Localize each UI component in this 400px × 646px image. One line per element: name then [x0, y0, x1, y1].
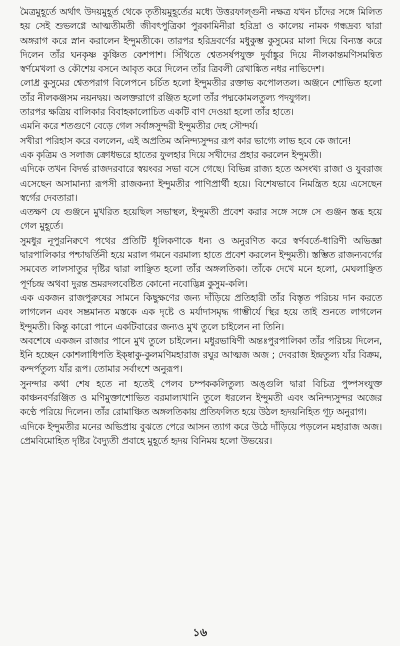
paragraph-4: এমনি করে শতগুণে বেড়ে গেল সর্বাঙ্গসুন্দরী ইন্দুমতীর দেহ সৌন্দর্য।: [20, 121, 258, 133]
paragraph-7: এদিকে তখন বিদর্ভ রাজদরবারে স্বয়ংবর সভা বসে গেছে। বিভিন্ন রাজ্য হতে অসংখ্য রাজা ও যুবরাজ এসেছেন অসামান্যা রূপসী রাজকন্যা ইন্দুমতীর পাণিপ্রার্থী হয়ে। বিশেষভাবে নিমন্ত্রিত হয়ে এসেছেন স্বর্গের দেবতারা।: [20, 164, 382, 204]
paragraph-3: তারপর ক্ষত্রিয় বালিকার বিবাহকালোচিত একটি বাণ দেওয়া হলো তাঁর হাতে।: [20, 107, 294, 119]
paragraph-2: লোধ্র কুসুমের শ্বেতপরাগ বিলেপনে চর্চিত হলো ইন্দুমতীর রক্তাভ কপোলতল। অঞ্জনে শোভিত হলো তাঁর নীলকঞ্জসম নয়নদ্বয়। অলক্তরাগে রঞ্জিত হলো তাঁর পদ্মকোমলতুল্য পদযুগল।: [20, 78, 382, 104]
paragraph-13: এদিকে ইন্দুমতীর মনের অভিপ্রায় বুঝতে পেরে আসন ত্যাগ করে উঠে দাঁড়িয়ে পড়লেন মহারাজ অজ। প্রেমবিমোহিত দৃষ্টির বৈদ্যুতী প্রবাহে মুহূর্তে হৃদয় বিনিময় হলো উভয়ের।: [20, 421, 382, 447]
paragraph-10: এক একজন রাজপুরুষের সামনে কিছুক্ষণের জন্য দাঁড়িয়ে প্রতিহারী তাঁর বিস্তৃত পরিচয় দান করতে লাগলেন এবং সম্ভ্রমানত মস্তকে এক দৃষ্টে ও মর্যাদাসমৃদ্ধ গাম্ভীর্যে স্থির হয়ে তাই শুনতে লাগলেন ইন্দুমতী। কিন্তু কারো পানে একটিবারের জন্যও মুখ তুলে চাইলেন না তিনি।: [20, 292, 382, 333]
page-number: ১৬: [192, 626, 208, 639]
body-text: [20, 6, 382, 449]
paragraph-9: সুমধুর নূপুরনিক্বণে পথের প্রতিটি ধূলিকণাকে ধন্য ও অনুরণিত করে স্বর্ণবর্তে-ধারিণী অভিজ্ঞা দ্বারপালিকার পশ্চাদ্বর্তিনী হয়ে মরাল গমনে বরমাল্য হাতে প্রবেশ করলেন ইন্দুমতী। স্তম্ভিত রাজন্যবর্গের সমবেত লালসাতুর দৃষ্টির দ্বারা লাঞ্ছিত হলো তাঁর অঙ্গলতিকা। তাঁকে দেখে মনে হলো, মেঘলাঞ্ছিত পূর্ণচন্দ্র অথবা দুরন্ত ভ্রমরদলবেষ্টিত কোনো নবোদ্ভিন্ন কুসুম-কলি।: [20, 235, 382, 290]
paragraph-5: সখীরা পরিহাস করে বললেন, এই অপ্রতিম অনিন্দ্যসুন্দর রূপ কার ভাগ্যে লাভ হবে কে জানে!: [20, 135, 352, 147]
paragraph-11: অবশেষে একজন রাজার পানে মুখ তুলে চাইলেন। মধুরভাষিণী অন্তঃপুরপালিকা তাঁর পরিচয় দিলেন, ইনি হচ্ছেন কোশলাধিপতি ইক্ষ্বাকু-কুলমণিমহারাজ রঘুর আত্মজ অজ ; দেবরাজ ইন্দ্রতুল্য যাঁর বিক্রম, কন্দর্পতুল্য যাঁর রূপ। তোমার সর্বাংশে অনুরূপ।: [20, 335, 382, 376]
paragraph-12: সুনন্দার কথা শেষ হতে না হতেই পেলব চম্পককলিতুল্য অঙ্গুলি দ্বারা বিচিত্র পুষ্পসংযুক্ত কাঞ্চনবর্ণরঞ্জিত ও মণিমুক্তাশোভিত বরমাল্যখানি তুলে ধরলেন ইন্দুমতী এবং অনিন্দ্যসুন্দর অজের কণ্ঠে পরিয়ে দিলেন। তাঁর রোমাঞ্চিত অঙ্গলতিকায় প্রতিফলিত হয়ে উঠল হৃদয়নিহিত গূঢ় অনুরাগ।: [20, 378, 382, 419]
paragraph-1: মৈত্রমুহূর্তে অর্থাৎ উদয়মুহূর্ত থেকে তৃতীয়মুহূর্তের মধ্যে উত্তরফাল্গুনী নক্ষত্র যখন চাঁদের সঙ্গে মিলিত হয় সেই শুভলগ্নে আত্মতীমতী জীবৎপুত্রিকা পুরকামিনীরা হরিদ্রা ও কালেয় নামক গন্ধদ্রব্য দ্বারা অঙ্গরাগ করে স্নান করালেন ইন্দুমতীকে। তারপর হরিদ্রবর্ণের মধুকুম্ভ কুসুমের মালা দিয়ে বিন্যস্ত করে দিলেন তাঁর ঘনকৃষ্ণ কুঞ্চিত কেশপাশ। সিঁথিতে শ্বেতসর্ষপযুক্ত দুর্বাঙ্কুর দিয়ে নীলকান্তমণিসমন্বিত স্বর্ণমেখলা ও কৌশেয় বসনে আবৃত করে দিলেন তাঁর ত্রিবলী রেখাঙ্কিত নধর নাভিদেশ।: [20, 7, 382, 76]
paragraph-8: এতক্ষণ যে গুঞ্জনে মুখরিত হয়েছিল সভাস্থল, ইন্দুমতী প্রবেশ করার সঙ্গে সঙ্গে সে গুঞ্জন স্তব্ধ হয়ে গেল মুহূর্তে।: [20, 207, 382, 233]
paragraph-6: এক কৃত্রিম ও সলাজ ক্রোধভরে হাতের ফুলহার দিয়ে সখীদের প্রহার করলেন ইন্দুমতী।: [20, 149, 322, 161]
